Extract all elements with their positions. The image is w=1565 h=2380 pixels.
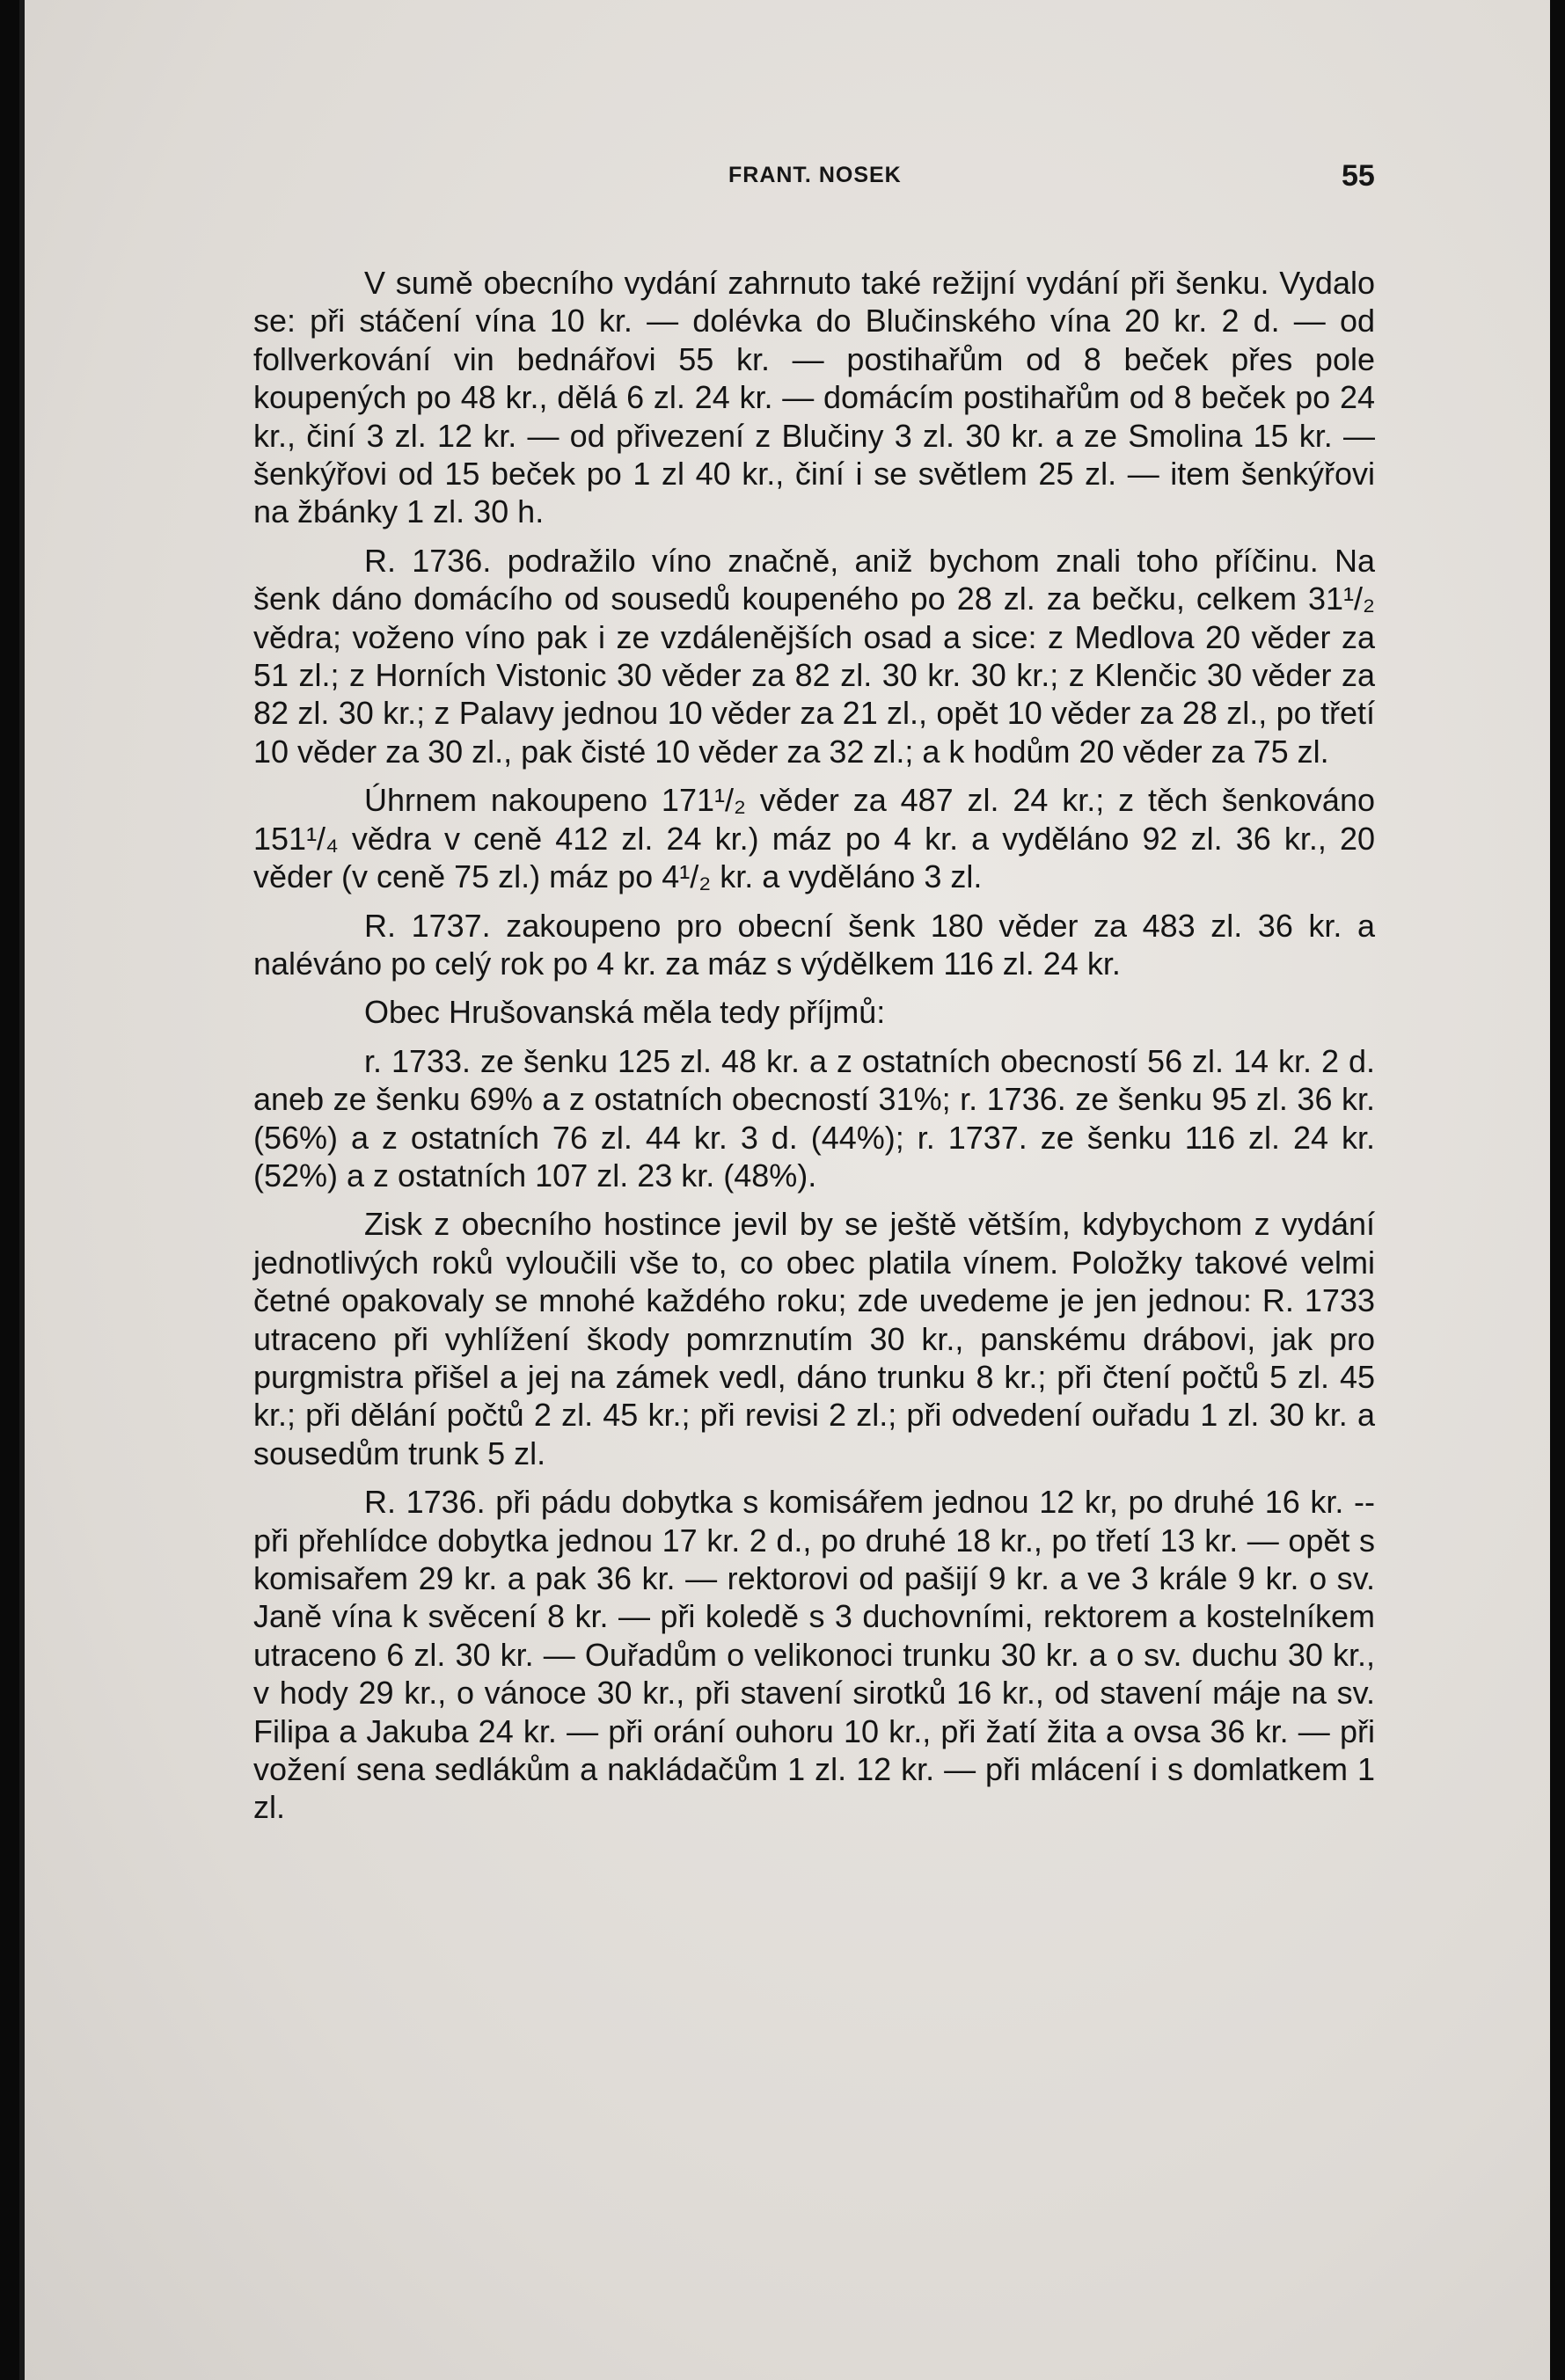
body-text xyxy=(253,264,1375,1837)
book-page xyxy=(19,0,1550,2380)
paragraph: r. 1733. ze šenku 125 zl. 48 kr. a z ostatních obecností 56 zl. 14 kr. 2 d. aneb ze šenku 69% a z ostatních obecností 31%; r. 1736. ze šenku 95 zl. 36 kr. (56%) a z ostatních 76 zl. 44 kr. 3 d. (44%); r. 1737. ze šenku 116 zl. 24 kr. (52%) a z ostatních 107 zl. 23 kr. (48%). xyxy=(253,1042,1375,1194)
paragraph: V sumě obecního vydání zahrnuto také režijní vydání při šenku. Vydalo se: při stáčení vína 10 kr. — dolévka do Blučinského vína 20 kr. 2 d. — od follverkování vin bednářovi 55 kr. — postihařům od 8 beček přes pole koupených po 48 kr., dělá 6 zl. 24 kr. — domácím postihařům od 8 beček po 24 kr., činí 3 zl. 12 kr. — od přivezení z Blučiny 3 zl. 30 kr. a ze Smolina 15 kr. — šenkýřovi od 15 beček po 1 zl 40 kr., činí i se světlem 25 zl. — item šenkýřovi na žbánky 1 zl. 30 h. xyxy=(253,265,1375,530)
paragraph: R. 1736. podražilo víno značně, aniž bychom znali toho příčinu. Na šenk dáno domácího od sousedů koupeného po 28 zl. za bečku, celkem 31¹/₂ vědra; voženo víno pak i ze vzdálenějších osad a sice: z Medlova 20 věder za 51 zl.; z Horních Vistonic 30 věder za 82 zl. 30 kr. 30 kr.; z Klenčic 30 věder za 82 zl. 30 kr.; z Palavy jednou 10 věder za 21 zl., opět 10 věder za 28 zl., po třetí 10 věder za 30 zl., pak čisté 10 věder za 32 zl.; a k hodům 20 věder za 75 zl. xyxy=(253,542,1375,770)
paragraph: R. 1737. zakoupeno pro obecní šenk 180 věder za 483 zl. 36 kr. a naléváno po celý rok po 4 kr. za máz s výdělkem 116 zl. 24 kr. xyxy=(253,907,1375,982)
paragraph: R. 1736. při pádu dobytka s komisářem jednou 12 kr, po druhé 16 kr. -- při přehlídce dobytka jednou 17 kr. 2 d., po druhé 18 kr., po třetí 13 kr. — opět s komisařem 29 kr. a pak 36 kr. — rektorovi od pašijí 9 kr. a ve 3 krále 9 kr. o sv. Janě vína k svěcení 8 kr. — při koledě s 3 duchovními, rektorem a kostelníkem utraceno 6 zl. 30 kr. — Ouřadům o velikonoci trunku 30 kr. a o sv. duchu 30 kr., v hody 29 kr., o vánoce 30 kr., při stavení sirotků 16 kr., od stavení máje na sv. Filipa a Jakuba 24 kr. — při orání ouhoru 10 kr., při žatí žita a ovsa 36 kr. — při vožení sena sedlákům a nakládačům 1 zl. 12 kr. — při mlácení i s domlatkem 1 zl. xyxy=(253,1484,1375,1826)
page-edge-shadow xyxy=(19,0,25,2380)
paragraph: Zisk z obecního hostince jevil by se ještě větším, kdybychom z vydání jednotlivých roků vyloučili vše to, co obec platila vínem. Položky takové velmi četné opakovaly se mnohé každého roku; zde uvedeme je jen jednou: R. 1733 utraceno při vyhlížení škody pomrznutím 30 kr., panskému drábovi, jak pro purgmistra přišel a jej na zámek vedl, dáno trunku 8 kr.; při čtení počtů 5 zl. 45 kr.; při dělání počtů 2 zl. 45 kr.; při revisi 2 zl.; při odvedení ouřadu 1 zl. 30 kr. a sousedům trunk 5 zl. xyxy=(253,1206,1375,1471)
running-header xyxy=(19,159,1550,207)
header-title: FRANT. NOSEK xyxy=(728,163,902,187)
paragraph: Obec Hrušovanská měla tedy příjmů: xyxy=(364,994,886,1031)
page-number: 55 xyxy=(1342,159,1375,193)
paragraph: Úhrnem nakoupeno 171¹/₂ věder za 487 zl. 24 kr.; z těch šenkováno 151¹/₄ vědra v ceně 412 zl. 24 kr.) máz po 4 kr. a vyděláno 92 zl. 36 kr., 20 věder (v ceně 75 zl.) máz po 4¹/₂ kr. a vyděláno 3 zl. xyxy=(253,782,1375,895)
